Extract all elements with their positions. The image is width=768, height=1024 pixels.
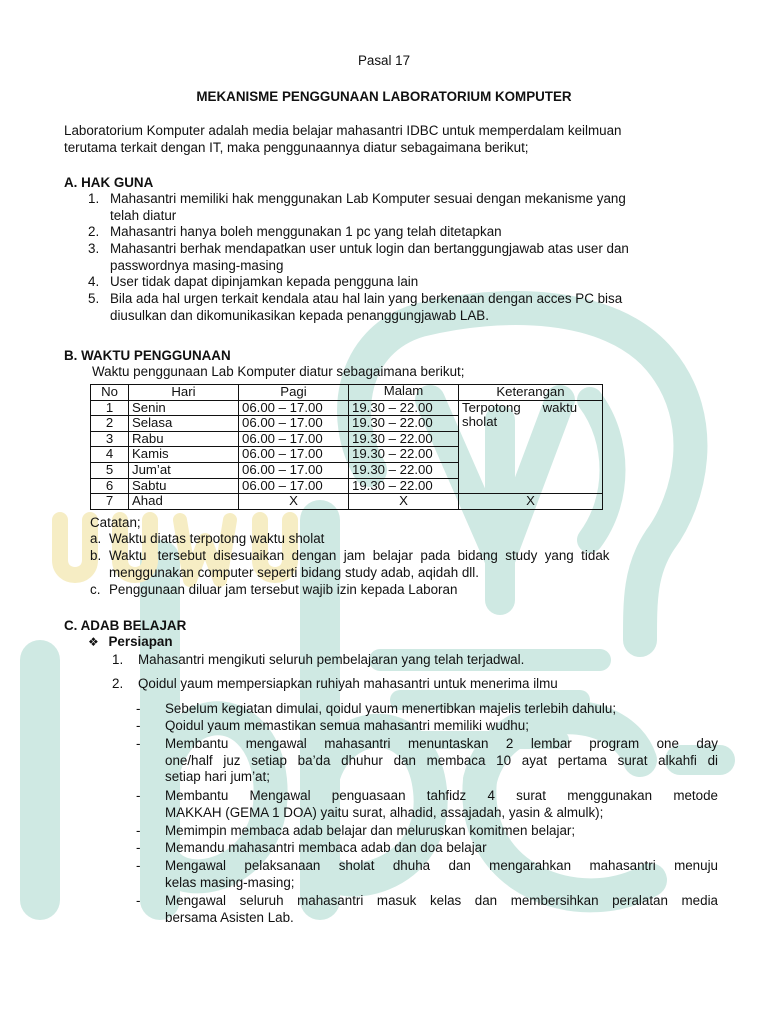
page-title: MEKANISME PENGGUNAAN LABORATORIUM KOMPUTER: [196, 89, 572, 104]
table-row: 4 Kamis 06.00 – 17.00 19.30 – 22.00: [91, 447, 603, 463]
list-item: - Memimpin membaca adab belajar dan meluruskan komitmen belajar;: [136, 823, 576, 838]
list-item: - Mengawal seluruh mahasantri masuk kelas dan membersihkan peralatan media bersama Asisten Lab.: [136, 893, 718, 925]
list-item: c. Penggunaan diluar jam tersebut wajib izin kepada Laboran: [90, 582, 458, 597]
list-item: - Qoidul yaum memastikan semua mahasantri memiliki wudhu;: [136, 718, 529, 733]
catatan-label: Catatan;: [90, 515, 141, 530]
list-item: - Mengawal pelaksanaan sholat dhuha dan mengarahkan mahasantri menuju kelas masing-masing;: [136, 858, 718, 890]
column-header: Pagi: [239, 385, 349, 401]
table-row: 6 Sabtu 06.00 – 17.00 19.30 – 22.00: [91, 478, 603, 494]
keterangan-cell: Terpotong waktu sholat: [459, 400, 603, 494]
list-item: b. Waktu tersebut disesuaikan dengan jam belajar pada bidang study yang tidak menggunakan computer seperti bidang study adab, aqidah dll.: [90, 548, 610, 580]
persiapan-list: [64, 652, 724, 700]
list-item: 4. User tidak dapat dipinjamkan kepada pengguna lain: [88, 274, 419, 289]
section-a-list: [64, 191, 724, 324]
list-item: - Membantu mengawal mahasantri menuntaskan 2 lembar program one day one/half juz setiap ba’da dhuhur dan membaca 10 ayat pertama surat alkahfi di setiap hari jum’at;: [136, 736, 718, 785]
column-header: Keterangan: [459, 385, 603, 401]
list-item: 2. Mahasantri hanya boleh menggunakan 1 pc yang telah ditetapkan: [88, 224, 502, 239]
table-header-row: [91, 385, 603, 401]
list-item: - Memandu mahasantri membaca adab dan doa belajar: [136, 840, 487, 855]
section-c-heading: C. ADAB BELAJAR: [64, 618, 187, 633]
list-item: 1. Mahasantri mengikuti seluruh pembelajaran yang telah terjadwal.: [112, 652, 525, 667]
list-item: - Membantu Mengawal penguasaan tahfidz 4 surat menggunakan metode MAKKAH (GEMA 1 DOA) yaitu surat, alhadid, assajadah, yasin & almulk);: [136, 788, 718, 820]
table-row: 2 Selasa 06.00 – 17.00 19.30 – 22.00: [91, 416, 603, 432]
list-item: 3. Mahasantri berhak mendapatkan user untuk login dan bertanggungjawab atas user dan passwordnya masing-masing: [88, 241, 629, 273]
pasal-label: Pasal 17: [357, 53, 411, 68]
intro-line: Laboratorium Komputer adalah media belajar mahasantri IDBC untuk memperdalam keilmuan: [64, 123, 622, 138]
diamond-bullet-icon: ❖: [88, 635, 99, 649]
column-header: Malam: [349, 385, 459, 401]
section-a-heading: A. HAK GUNA: [64, 175, 154, 190]
table-row: 3 Rabu 06.00 – 17.00 19.30 – 22.00: [91, 431, 603, 447]
intro-paragraph: [64, 123, 724, 156]
list-item: 1. Mahasantri memiliki hak menggunakan Lab Komputer sesuai dengan mekanisme yang telah diatur: [88, 191, 626, 223]
schedule-table: [90, 384, 603, 510]
table-row: 1 Senin 06.00 – 17.00 19.30 – 22.00 Terpotong waktu sholat: [91, 400, 603, 416]
persiapan-subheading: ❖ Persiapan: [88, 634, 173, 649]
list-item: a. Waktu diatas terpotong waktu sholat: [90, 531, 325, 546]
table-row: 5 Jum’at 06.00 – 17.00 19.30 – 22.00: [91, 462, 603, 478]
list-item: - Sebelum kegiatan dimulai, qoidul yaum menertibkan majelis terlebih dahulu;: [136, 701, 617, 716]
column-header: No: [91, 385, 129, 401]
intro-line: terutama terkait dengan IT, maka penggunaannya diatur sebagaimana berikut;: [64, 139, 529, 155]
dash-list: [136, 701, 718, 927]
section-b-heading: B. WAKTU PENGGUNAAN: [64, 348, 231, 363]
section-b-intro: Waktu penggunaan Lab Komputer diatur sebagaimana berikut;: [92, 364, 465, 379]
catatan-list: [90, 531, 718, 599]
table-row: 7 Ahad X X X: [91, 494, 603, 510]
column-header: Hari: [129, 385, 239, 401]
list-item: 5. Bila ada hal urgen terkait kendala atau hal lain yang berkenaan dengan acces PC bisa diusulkan dan dikomunikasikan kepada penanggungjawab LAB.: [88, 291, 623, 323]
list-item: 2. Qoidul yaum mempersiapkan ruhiyah mahasantri untuk menerima ilmu: [112, 676, 558, 691]
